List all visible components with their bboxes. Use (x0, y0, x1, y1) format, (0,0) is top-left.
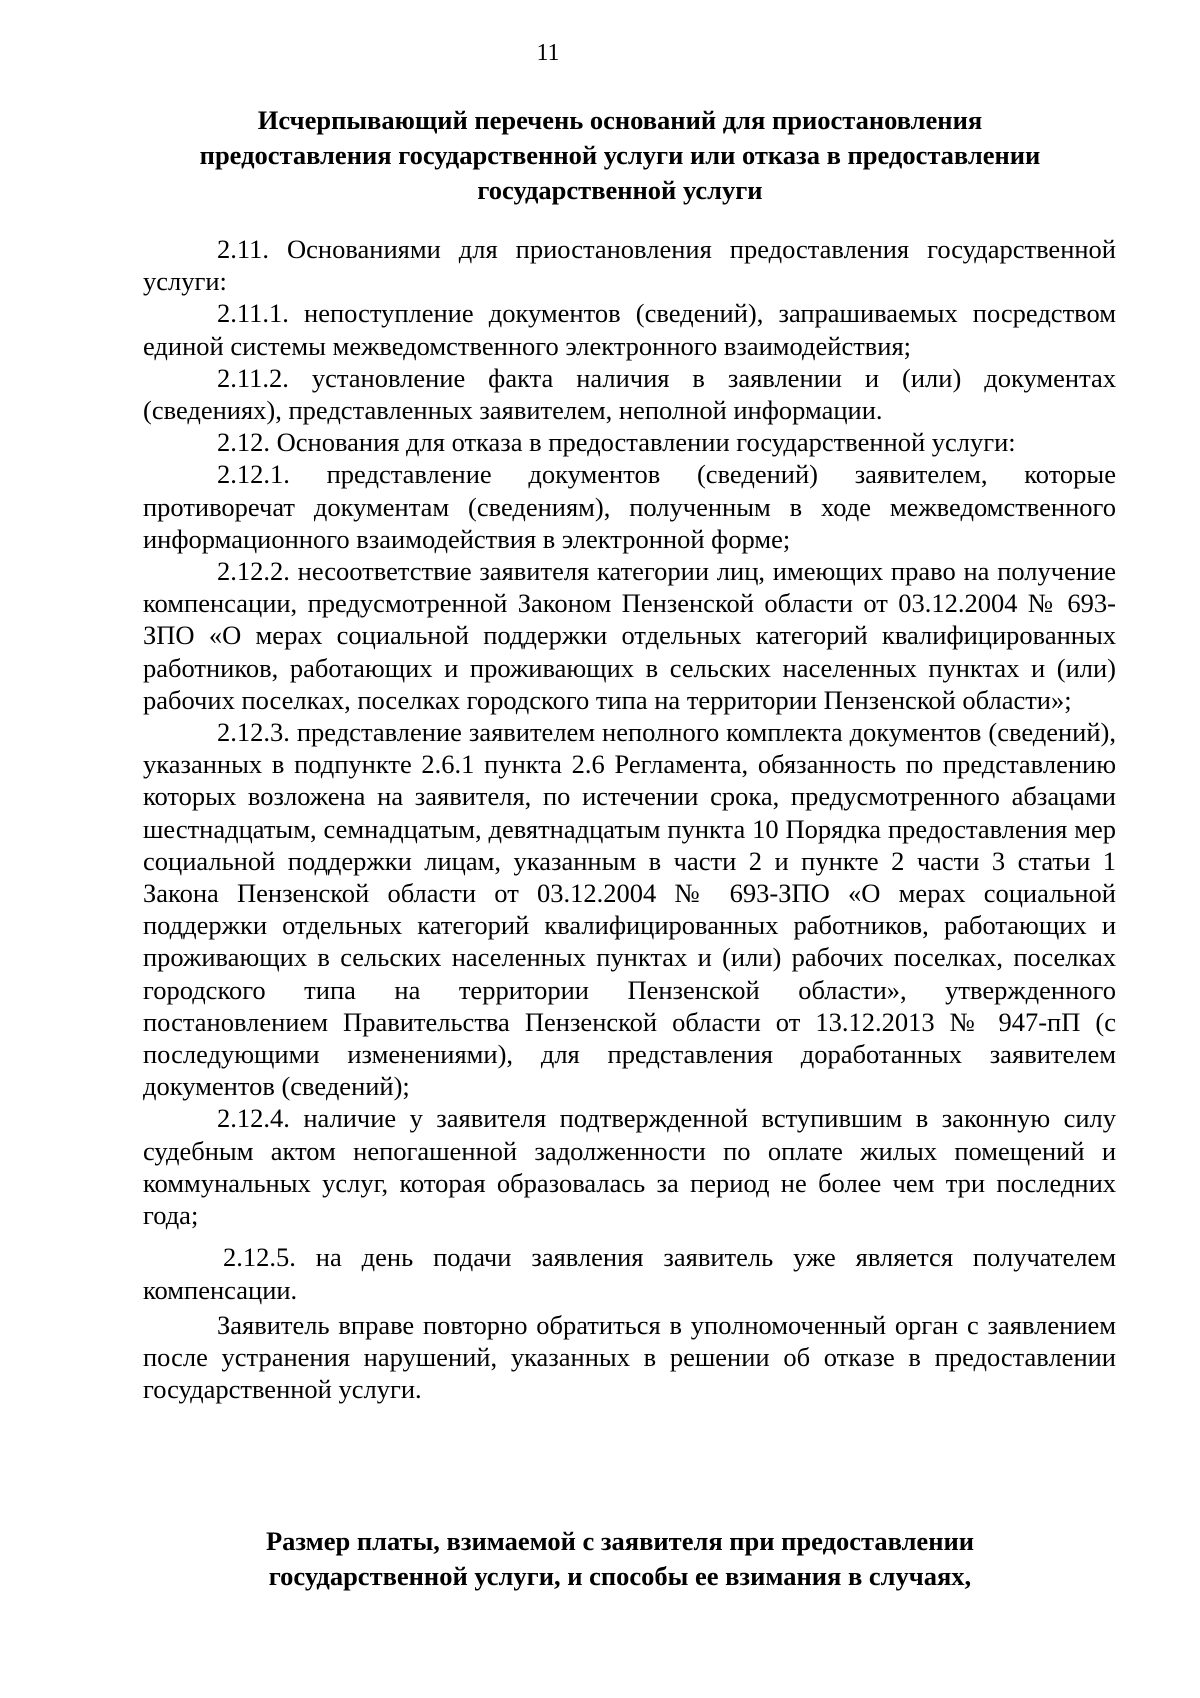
paragraph-2-12-5: 2.12.5. на день подачи заявления заявитель уже является получателем компенсации. (143, 1242, 1116, 1305)
document-body (143, 233, 1116, 1405)
paragraph-2-11: 2.11. Основаниями для приостановления предоставления государственной услуги: (143, 234, 1116, 297)
section-title-line: государственной услуги, и способы ее взимания в случаях, (268, 1561, 972, 1591)
paragraph-2-12-2: 2.12.2. несоответствие заявителя категории лиц, имеющих право на получение компенсации, предусмотренной Законом Пензенской области от 03.12.2004 № 693-ЗПО «О мерах социальной поддержки отдельных категорий квалифицированных работников, работающих и проживающих в сельских населенных пунктах и (или) рабочих поселках, поселках городского типа на территории Пензенской области»; (143, 556, 1116, 715)
section-title-line: Исчерпывающий перечень оснований для приостановления (257, 105, 983, 135)
paragraph-reapply-note: Заявитель вправе повторно обратиться в уполномоченный орган с заявлением после устранения нарушений, указанных в решении об отказе в предоставлении государственной услуги. (143, 1309, 1116, 1405)
paragraph-2-12-3: 2.12.3. представление заявителем неполного комплекта документов (сведений), указанных в подпункте 2.6.1 пункта 2.6 Регламента, обязанность по представлению которых возложена на заявителя, по истечении срока, предусмотренного абзацами шестнадцатым, семнадцатым, девятнадцатым пункта 10 Порядка предоставления мер социальной поддержки лицам, указанным в части 2 и пункте 2 части 3 статьи 1 Закона Пензенской области от 03.12.2004 № 693-ЗПО «О мерах социальной поддержки отдельных категорий квалифицированных работников, работающих и проживающих в сельских населенных пунктах и (или) рабочих поселках, поселках городского типа на территории Пензенской области», утвержденного постановлением Правительства Пензенской области от 13.12.2013 № 947-пП (с последующими изменениями), для представления доработанных заявителем документов (сведений); (143, 717, 1116, 1102)
paragraph-2-12: 2.12. Основания для отказа в предоставлении государственной услуги: (217, 427, 1016, 458)
section-title-line: Размер платы, взимаемой с заявителя при предоставлении (265, 1526, 975, 1556)
paragraph-2-12-4: 2.12.4. наличие у заявителя подтвержденной вступившим в законную силу судебным актом непогашенной задолженности по оплате жилых помещений и коммунальных услуг, которая образовалась за период не более чем три последних года; (143, 1103, 1116, 1231)
section-title-line: государственной услуги (477, 175, 763, 205)
paragraph-2-11-2: 2.11.2. установление факта наличия в заявлении и (или) документах (сведениях), представленных заявителем, неполной информации. (143, 362, 1116, 426)
section-title-line: предоставления государственной услуги или отказа в предоставлении (199, 140, 1041, 170)
section-title-suspension-refusal-grounds (140, 103, 1100, 208)
paragraph-2-11-1: 2.11.1. непоступление документов (сведений), запрашиваемых посредством единой системы межведомственного электронного взаимодействия; (143, 298, 1116, 361)
page-number: 11 (536, 40, 560, 66)
section-title-fee (140, 1524, 1100, 1594)
paragraph-2-12-1: 2.12.1. представление документов (сведений) заявителем, которые противоречат документам (сведениям), полученным в ходе межведомственного информационного взаимодействия в электронной форме; (143, 459, 1116, 554)
